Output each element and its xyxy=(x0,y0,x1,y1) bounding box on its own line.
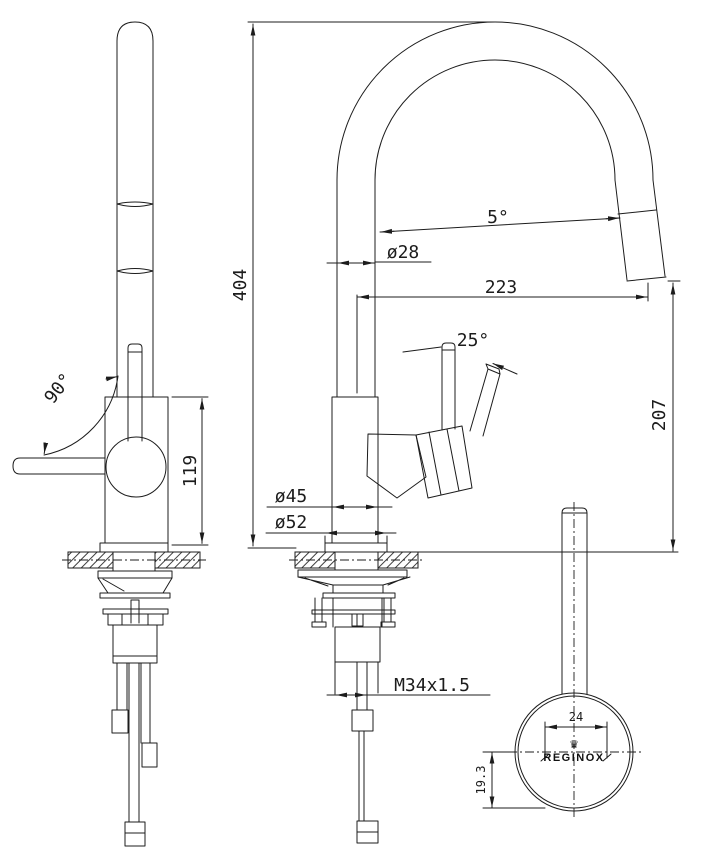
ball-joint xyxy=(106,437,166,497)
outlet-hose-front xyxy=(352,710,378,843)
dim-o45 xyxy=(267,486,392,507)
dim-head-offset: 19.3 xyxy=(474,765,488,795)
spout-column xyxy=(117,22,153,397)
dim-spout-tilt-angle: 5° xyxy=(487,207,509,228)
lever-horizontal-position xyxy=(13,458,105,474)
faucet-body-front xyxy=(332,397,472,543)
handle-vertical-position xyxy=(403,343,455,430)
dim-handle-swivel-angle: 90° xyxy=(40,369,77,408)
brand-name: REGINOX xyxy=(543,752,605,764)
dim-90deg-arc xyxy=(40,369,118,455)
dim-5deg xyxy=(380,207,620,232)
dim-thread-spec: M34x1.5 xyxy=(394,675,470,696)
dim-outlet-height: 207 xyxy=(649,398,670,432)
dim-223 xyxy=(357,277,648,393)
handle-tilted-position xyxy=(457,330,517,436)
brand-mark xyxy=(543,738,604,764)
spray-head-stem xyxy=(562,508,587,694)
dim-119 xyxy=(172,397,208,545)
dim-19-3 xyxy=(474,752,545,808)
dim-body-height: 119 xyxy=(180,454,201,488)
crown-icon: ♛ xyxy=(569,738,579,751)
dim-o52 xyxy=(266,512,396,545)
cartridge-collar xyxy=(416,426,472,498)
dim-o28 xyxy=(327,242,431,263)
dim-spout-diameter: ø28 xyxy=(386,242,420,263)
countertop-section-front xyxy=(289,543,678,570)
countertop-section-side xyxy=(62,543,206,571)
spray-head-detail-view xyxy=(474,502,642,818)
dim-lever-angle: 25° xyxy=(456,330,490,351)
dim-base-diameter: ø52 xyxy=(274,512,308,533)
dim-overall-height: 404 xyxy=(230,268,251,302)
mounting-hardware-side xyxy=(98,571,172,663)
lever-vertical-position xyxy=(128,344,142,441)
dim-m34-thread xyxy=(327,675,490,696)
dim-head-width: 24 xyxy=(568,710,584,724)
dim-body-diameter: ø45 xyxy=(274,486,308,507)
dim-207 xyxy=(649,281,680,551)
supply-hoses xyxy=(112,663,157,846)
faucet-body-side xyxy=(105,397,168,543)
front-view xyxy=(230,22,680,843)
side-view xyxy=(13,22,208,846)
dim-spout-reach: 223 xyxy=(484,277,518,298)
